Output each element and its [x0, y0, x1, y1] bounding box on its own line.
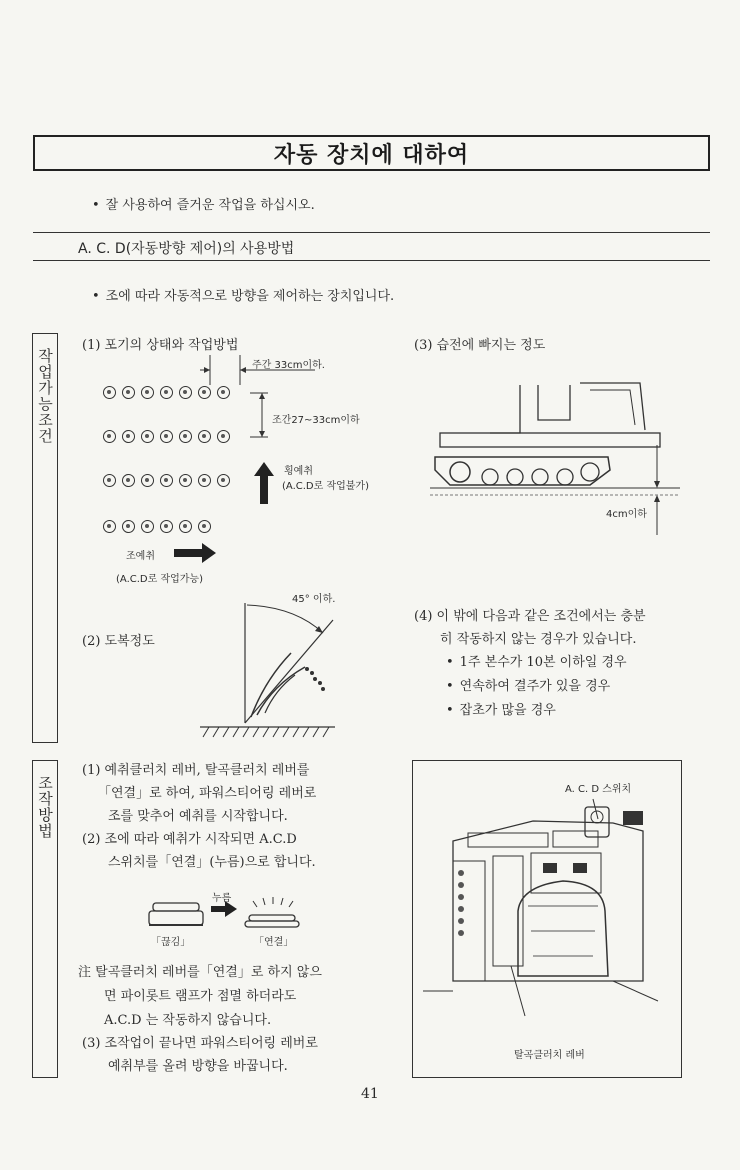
step2-line1: (2) 조에 따라 예취가 시작되면 A.C.D: [82, 832, 297, 847]
item4-bullet-3: • 잡초가 많을 경우: [446, 700, 556, 721]
step1-line1: (1) 예취클러치 레버, 탈곡클러치 레버를: [82, 763, 310, 778]
switch-callout: A. C. D 스위치: [565, 784, 632, 795]
step3-line1: (3) 조작업이 끝나면 파워스티어링 레버로: [82, 1036, 318, 1051]
step2-line2: 스위치를「연결」(누름)으로 합니다.: [108, 855, 316, 870]
section-heading: A. C. D(자동방향 제어)의 사용방법: [78, 241, 295, 257]
furrow-spacing-label: 조간27~33cm이하: [272, 415, 360, 426]
item4-bullet-1: • 1주 본수가 10본 이하일 경우: [446, 652, 627, 673]
press-label: 누름: [212, 893, 232, 904]
item4-line1: (4) 이 밖에 다음과 같은 조건에서는 충분: [414, 609, 646, 624]
lever-callout: 탈곡클러치 레버: [514, 1050, 585, 1061]
lodging-diagram: [195, 595, 340, 745]
row-spacing-label: 주간 33cm이하.: [252, 360, 325, 371]
off-label: 「끊김」: [151, 937, 191, 948]
item1-heading: (1) 포기의 상태와 작업방법: [82, 338, 239, 353]
row-harvest-label: 조예취: [126, 551, 155, 562]
divider-bottom: [33, 260, 710, 261]
cross-harvest-note: (A.C.D로 작업불가): [282, 481, 369, 492]
angle-label: 45° 이하.: [292, 594, 336, 605]
note-line1: 注 탈곡클러치 레버를「연결」로 하지 않으: [78, 965, 322, 980]
intro-text: • 잘 사용하여 즐거운 작업을 하십시오.: [92, 194, 315, 213]
cross-harvest-label: 횡예취: [284, 466, 313, 477]
working-conditions-label: 작업가능조건: [36, 348, 54, 444]
page-number: 41: [361, 1086, 379, 1102]
operation-label-box: [32, 760, 58, 1078]
row-harvest-note: (A.C.D로 작업가능): [116, 574, 203, 585]
plant-row-4: [103, 520, 211, 533]
plant-row-1: [103, 386, 230, 399]
on-label: 「연결」: [254, 937, 294, 948]
up-arrow-icon: [254, 462, 274, 504]
step1-line3: 조를 맞추어 예취를 시작합니다.: [108, 809, 288, 824]
paddy-depth-diagram: [430, 375, 690, 540]
note-line2: 면 파이롯트 램프가 점멸 하더라도: [104, 989, 297, 1004]
step1-line2: 「연결」로 하여, 파워스티어링 레버로: [98, 786, 317, 801]
operation-label: 조작방법: [36, 775, 54, 839]
item4-bullet-2: • 연속하여 결주가 있을 경우: [446, 676, 610, 697]
note-line3: A.C.D 는 작동하지 않습니다.: [104, 1013, 272, 1028]
acd-switch-illustration: [145, 895, 305, 935]
item4-line2: 히 작동하지 않는 경우가 있습니다.: [440, 632, 637, 647]
step3-line2: 예취부를 올려 방향을 바꿉니다.: [108, 1059, 288, 1074]
combine-cab-illustration: [413, 761, 680, 1076]
plant-row-2: [103, 430, 230, 443]
page-title-box: [33, 135, 710, 171]
item2-heading: (2) 도복정도: [82, 634, 155, 649]
cab-illustration-box: [412, 760, 682, 1078]
depth-label: 4cm이하: [606, 509, 647, 520]
plant-row-3: [103, 474, 230, 487]
right-arrow-icon: [174, 543, 216, 563]
divider-top: [33, 232, 710, 233]
furrow-spacing-dimension: [250, 385, 270, 445]
page-title: 자동 장치에 대하여: [273, 142, 470, 168]
section-intro: • 조에 따라 자동적으로 방향을 제어하는 장치입니다.: [92, 285, 394, 304]
item3-heading: (3) 습전에 빠지는 정도: [414, 338, 546, 353]
working-conditions-label-box: [32, 333, 58, 743]
